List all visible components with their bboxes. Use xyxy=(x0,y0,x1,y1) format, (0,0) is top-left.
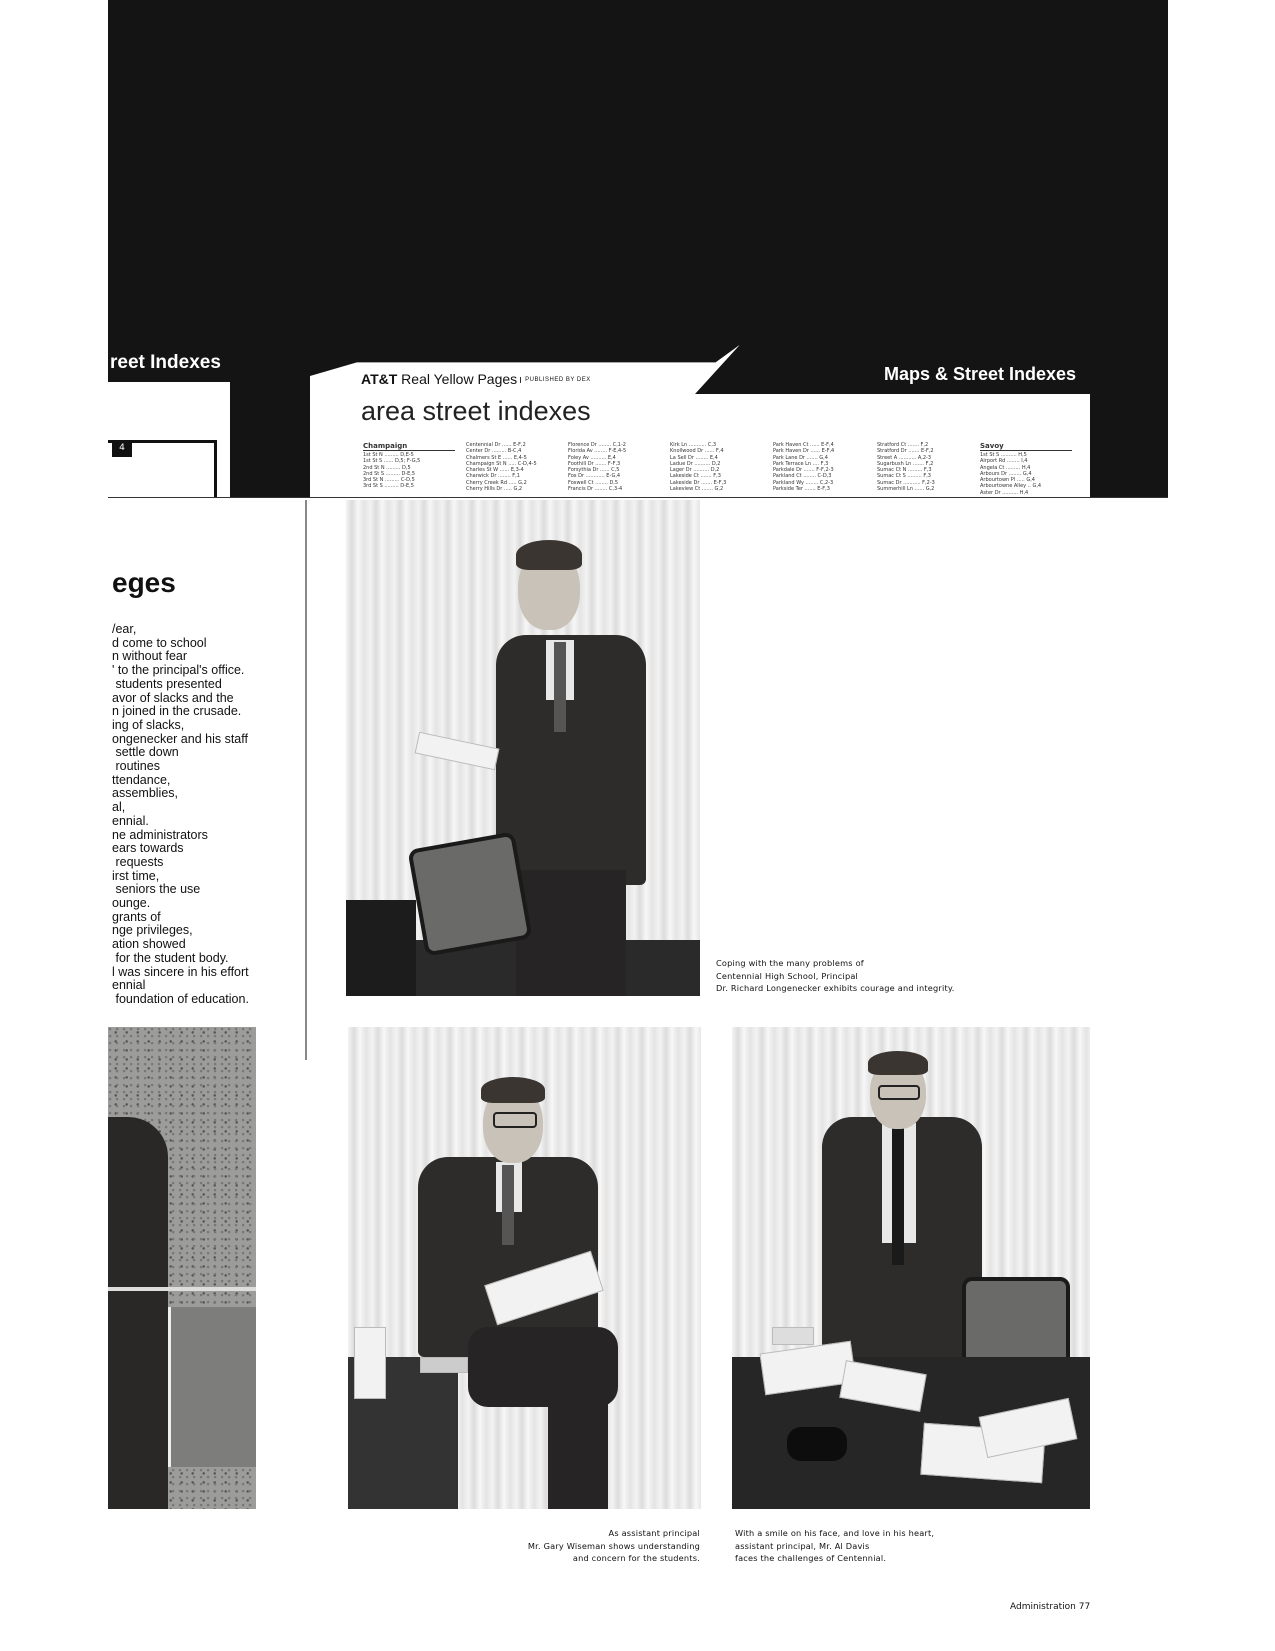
phonebook-entry: Aster Dr .......... H,4 xyxy=(980,489,1029,496)
article-body-line: assemblies, xyxy=(112,786,178,801)
phonebook-entry: Stratford Dr ....... E-F,2 xyxy=(877,448,934,455)
phonebook-entry: 1st St N ......... D,E-5 xyxy=(363,452,414,458)
phonebook-entry: Park Terrace Ln .... F,3 xyxy=(773,460,829,467)
phonebook-entry: Foley Av .......... E,4 xyxy=(568,454,616,461)
phonebook-brand xyxy=(361,371,591,387)
article-body-line: settle down xyxy=(112,745,179,760)
article-body-line: ounge. xyxy=(112,896,151,911)
article-body-line: /ear, xyxy=(112,622,137,636)
phonebook-entry: Angela Ct ......... H,4 xyxy=(980,464,1031,471)
caption-davis: With a smile on his face, and love in his heart, assistant principal, Mr. Al Davis faces the challenges of Centennial. xyxy=(735,1528,935,1563)
article-body-line: d come to school xyxy=(112,635,207,650)
phonebook-column xyxy=(670,442,762,498)
left-scrap-title: reet Indexes xyxy=(110,352,221,373)
phonebook-column xyxy=(363,442,455,498)
phonebook-entry: Lakeside Ct ....... F,3 xyxy=(670,473,721,480)
left-scrap-number: 4 xyxy=(112,443,132,457)
phonebook-entry: Stratford Ct ....... F,2 xyxy=(877,442,929,448)
phonebook-entry: Champaign St N ..... C-D,4-5 xyxy=(466,460,537,467)
phonebook-entry: 2nd St N ......... D,5 xyxy=(363,464,411,471)
phonebook-entry: Charles St W ...... E,3-4 xyxy=(466,467,524,474)
phonebook-entry: Park Haven Ct ...... E-F,4 xyxy=(773,442,834,448)
article-body-line: students presented xyxy=(112,676,222,691)
phonebook-entry: La Sell Dr ........ E,4 xyxy=(670,454,718,461)
brand-published: PUBLISHED BY DEX xyxy=(520,377,591,383)
photo-wiseman xyxy=(348,1027,701,1509)
phonebook-entry: Charwick Dr ........ F,1 xyxy=(466,473,520,480)
article-body-line: al, xyxy=(112,800,126,815)
page-crease xyxy=(305,500,307,1060)
phonebook-entry: Street A ........... A,2-3 xyxy=(877,454,932,461)
phonebook-column xyxy=(466,442,558,498)
phonebook-title: area street indexes xyxy=(361,396,591,426)
article-body-line: n joined in the crusade. xyxy=(112,704,242,719)
phonebook-column xyxy=(773,442,865,498)
article-body-line: ' to the principal's office. xyxy=(112,663,245,678)
phonebook-entry: Kirk Ln ........... C,3 xyxy=(670,442,717,448)
article-body-line: l was sincere in his effort xyxy=(112,964,249,979)
phonebook-entry: 1st St S ...... D,5; F-G,5 xyxy=(363,458,421,465)
article-body-line: ennial. xyxy=(112,813,149,828)
phonebook-entry: 1st St S .......... H,5 xyxy=(980,452,1027,458)
article-body-line: seniors the use xyxy=(112,882,201,897)
phonebook-entry: Lakeview Ct ....... G,2 xyxy=(670,486,724,493)
article-body-line: ears towards xyxy=(112,841,184,856)
phonebook-column xyxy=(980,442,1072,498)
phonebook-entry: Knollwood Dr ...... F,4 xyxy=(670,448,724,455)
article-body xyxy=(112,623,292,1007)
article-body-line: n without fear xyxy=(112,649,188,664)
phonebook-entry: Parkland Wy ........ C,2-3 xyxy=(773,479,834,486)
article-body-line: avor of slacks and the xyxy=(112,690,234,705)
phonebook-banner-label: Maps & Street Indexes xyxy=(884,364,1077,384)
phonebook-entry: Francis Dr ........ C,3-4 xyxy=(568,486,623,493)
article-body-line: ennial xyxy=(112,978,146,993)
photo-principal xyxy=(346,500,700,996)
phonebook-entry: Sugarbush Ln ....... F,2 xyxy=(877,460,934,467)
phonebook-entry: Chalmers St E ...... E,4-5 xyxy=(466,454,527,461)
phonebook-entry: Cherry Creek Rd ..... G,2 xyxy=(466,479,527,486)
phonebook-entry: Arbourtowne Alley .. G,4 xyxy=(980,483,1042,490)
phonebook-entry: Cherry Hills Dr ..... G,2 xyxy=(466,486,523,493)
article-body-line: grants of xyxy=(112,909,161,924)
page-folio: Administration 77 xyxy=(1010,1602,1091,1612)
article-body-line: foundation of education. xyxy=(112,991,249,1006)
article-body-line: requests xyxy=(112,854,164,869)
phonebook-entry: Foothill Dr ....... F-F,3 xyxy=(568,460,621,467)
phonebook-column xyxy=(568,442,660,498)
phonebook-entry: Parkside Ter ....... E-F,3 xyxy=(773,486,830,493)
phonebook-entry: Park Lane Dr ....... G,4 xyxy=(773,454,828,461)
article-body-line: for the student body. xyxy=(112,950,229,965)
caption-wiseman: As assistant principal Mr. Gary Wiseman shows understanding and concern for the students. xyxy=(527,1528,700,1563)
phonebook-column xyxy=(877,442,969,498)
article-body-line: ongenecker and his staff xyxy=(112,731,248,746)
phonebook-entry: Centennial Dr ...... E-F,2 xyxy=(466,442,526,448)
phonebook-column-header: Savoy xyxy=(980,442,1072,451)
phonebook-entry: Park Haven Dr ...... E-F,4 xyxy=(773,448,835,455)
phonebook-entry: Lakeside Dr ....... E-F,3 xyxy=(670,479,727,486)
article-body-line: ttendance, xyxy=(112,772,171,787)
article-body-line: nge privileges, xyxy=(112,923,193,938)
phonebook-entry: Summerhill Ln ...... G,2 xyxy=(877,486,935,493)
phonebook-entry: Florida Av ........ F-E,4-5 xyxy=(568,448,627,455)
photo-davis xyxy=(732,1027,1090,1509)
caption-principal: Coping with the many problems of Centennial High School, Principal Dr. Richard Longenecker exhibits courage and integrity. xyxy=(716,958,955,993)
brand-bold: AT&T xyxy=(361,371,398,387)
phonebook-entry: Arbourtown Pl ..... G,4 xyxy=(980,477,1035,484)
phonebook-entry: Parkdale Dr ....... F-F,2-3 xyxy=(773,467,834,474)
article-heading: eges xyxy=(112,567,176,598)
phonebook-column-header: Champaign xyxy=(363,442,455,451)
phonebook-entry: Ladue Dr .......... D,2 xyxy=(670,460,721,467)
article-body-line: ne administrators xyxy=(112,827,208,842)
article-body-line: routines xyxy=(112,759,160,774)
photo-left-partial xyxy=(108,1027,256,1509)
phonebook-entry: Sumac Ct N ......... F,3 xyxy=(877,467,932,474)
phonebook-entry: Forsythia Dr ...... C,5 xyxy=(568,467,620,474)
article-body-line: ing of slacks, xyxy=(112,717,185,732)
phonebook-entry: Lager Dr .......... D,2 xyxy=(670,467,720,474)
article-body-line: ation showed xyxy=(112,937,186,952)
phonebook-entry: Center Dr ......... B-C,4 xyxy=(466,448,522,455)
phonebook-entry: Sumac Dr ........... F,2-3 xyxy=(877,479,935,486)
phonebook-entry: Florence Dr ........ C,1-2 xyxy=(568,442,626,448)
phonebook-entry: 3rd St S ......... D-E,5 xyxy=(363,483,414,490)
brand-regular: Real Yellow Pages xyxy=(397,371,518,387)
phonebook-entry: Fox Dr ............ E-G,4 xyxy=(568,473,621,480)
phonebook-entry: 2nd St S ......... D-E,5 xyxy=(363,470,416,477)
phonebook-entry: Arbours Dr ........ G,4 xyxy=(980,470,1032,477)
phonebook-entry: Sumac Ct S ......... F,3 xyxy=(877,473,931,480)
phonebook-entry: Parkland Ct ........ C-D,3 xyxy=(773,473,832,480)
phonebook-entry: Airport Rd ........ I,4 xyxy=(980,458,1028,465)
article-body-line: irst time, xyxy=(112,868,160,883)
phonebook-entry: Foxwell Ct ........ D,5 xyxy=(568,479,619,486)
phonebook-entry: 3rd St N ......... C-D,5 xyxy=(363,477,415,484)
